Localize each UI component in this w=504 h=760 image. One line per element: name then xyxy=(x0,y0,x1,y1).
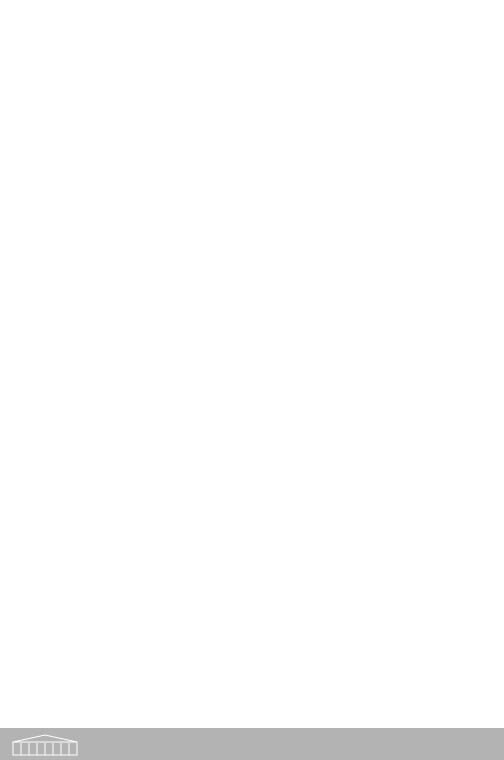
library-building-logo xyxy=(12,734,78,756)
pinus-block-diagram xyxy=(0,312,504,622)
